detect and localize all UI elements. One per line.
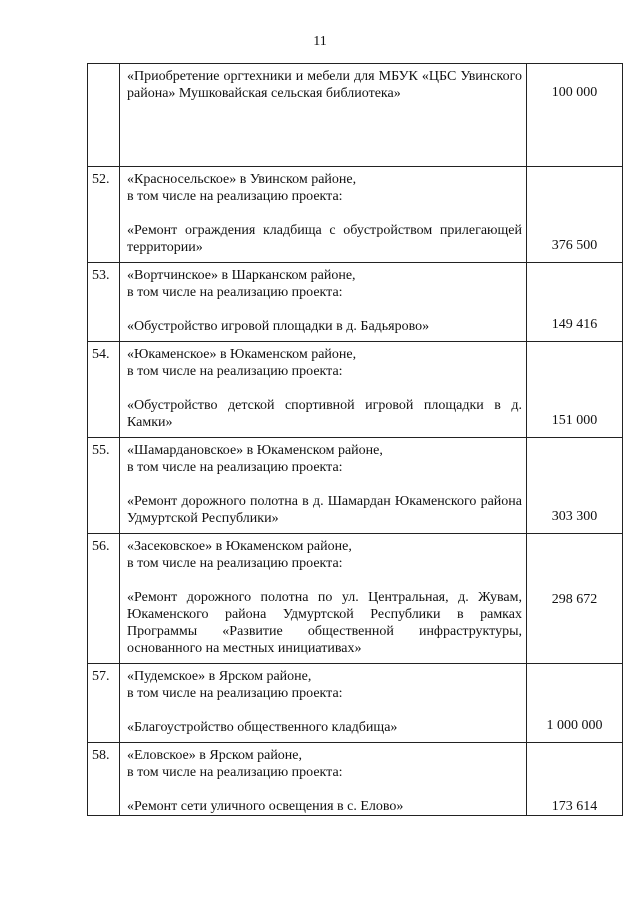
row-description xyxy=(120,167,527,263)
table-row xyxy=(88,743,623,816)
allocation-table xyxy=(87,63,623,816)
row-number: 56. xyxy=(88,534,120,664)
row-project: «Ремонт дорожного полотна по ул. Центральная, д. Жувам, Юкаменского района Удмуртской Республики в рамках Программы «Развитие общественной инфраструктуры, основанного на местных инициативах» xyxy=(127,590,522,656)
row-amount: 1 000 000 xyxy=(527,664,623,743)
row-subtitle: в том числе на реализацию проекта: xyxy=(127,765,343,780)
row-amount: 149 416 xyxy=(527,263,623,342)
row-description xyxy=(120,664,527,743)
row-project: «Приобретение оргтехники и мебели для МБУК «ЦБС Увинского района» Мушковайская сельская библиотека» xyxy=(127,69,522,101)
row-project: «Благоустройство общественного кладбища» xyxy=(127,720,398,735)
row-municipality: «Засековское» в Юкаменском районе, xyxy=(127,539,352,554)
row-number xyxy=(88,64,120,167)
row-project: «Обустройство игровой площадки в д. Бадьярово» xyxy=(127,319,430,334)
table-row xyxy=(88,167,623,263)
row-description xyxy=(120,534,527,664)
table-row xyxy=(88,263,623,342)
row-project: «Обустройство детской спортивной игровой площадки в д. Камки» xyxy=(127,398,522,430)
row-municipality: «Еловское» в Ярском районе, xyxy=(127,748,303,763)
row-amount: 173 614 xyxy=(527,743,623,816)
row-municipality: «Пудемское» в Ярском районе, xyxy=(127,669,312,684)
row-amount: 303 300 xyxy=(527,438,623,534)
row-number: 58. xyxy=(88,743,120,816)
row-subtitle: в том числе на реализацию проекта: xyxy=(127,364,343,379)
row-project: «Ремонт ограждения кладбища с обустройством прилегающей территории» xyxy=(127,223,522,255)
row-description xyxy=(120,438,527,534)
row-subtitle: в том числе на реализацию проекта: xyxy=(127,556,343,571)
table-row xyxy=(88,438,623,534)
row-number: 57. xyxy=(88,664,120,743)
row-amount: 376 500 xyxy=(527,167,623,263)
row-subtitle: в том числе на реализацию проекта: xyxy=(127,285,343,300)
row-municipality: «Юкаменское» в Юкаменском районе, xyxy=(127,347,357,362)
row-description xyxy=(120,743,527,816)
row-municipality: «Вортчинское» в Шарканском районе, xyxy=(127,268,356,283)
table-row xyxy=(88,64,623,167)
row-municipality: «Шамардановское» в Юкаменском районе, xyxy=(127,443,383,458)
row-number: 52. xyxy=(88,167,120,263)
row-description xyxy=(120,263,527,342)
row-number: 54. xyxy=(88,342,120,438)
table-row xyxy=(88,664,623,743)
row-amount: 298 672 xyxy=(527,534,623,664)
row-municipality: «Красносельское» в Увинском районе, xyxy=(127,172,357,187)
row-number: 55. xyxy=(88,438,120,534)
table-row xyxy=(88,342,623,438)
row-subtitle: в том числе на реализацию проекта: xyxy=(127,686,343,701)
row-project: «Ремонт сети уличного освещения в с. Елово» xyxy=(127,799,404,814)
table-row xyxy=(88,534,623,664)
row-subtitle: в том числе на реализацию проекта: xyxy=(127,460,343,475)
row-description xyxy=(120,342,527,438)
row-description xyxy=(120,64,527,167)
row-project: «Ремонт дорожного полотна в д. Шамардан Юкаменского района Удмуртской Республики» xyxy=(127,494,522,526)
row-amount: 100 000 xyxy=(527,64,623,167)
row-number: 53. xyxy=(88,263,120,342)
page-number: 11 xyxy=(313,34,327,49)
row-amount: 151 000 xyxy=(527,342,623,438)
row-subtitle: в том числе на реализацию проекта: xyxy=(127,189,343,204)
